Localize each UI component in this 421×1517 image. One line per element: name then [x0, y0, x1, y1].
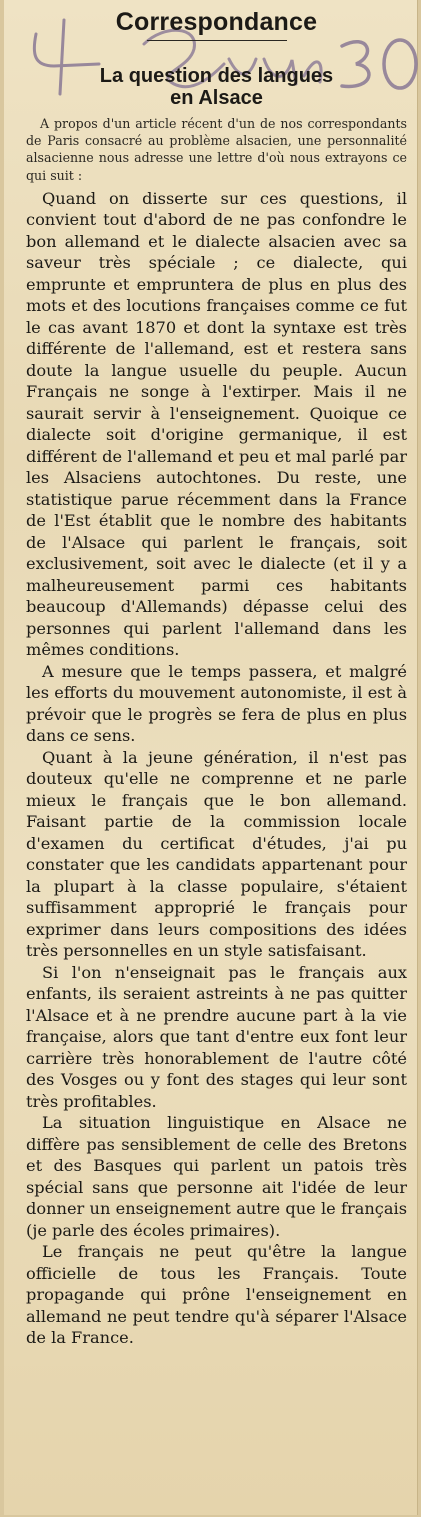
article-paragraph: La situation linguistique en Alsace ne diffère pas sensiblement de celle des Bretons et des Basques qui parlent un patois très spécial sans que personne ait l'idée de leur donner un enseignement autre que le français (je parle des écoles primaires).	[26, 1113, 407, 1240]
article-headline	[26, 65, 407, 109]
headline-line-1: La question des langues	[99, 65, 334, 87]
article-paragraph: Quand on disserte sur ces questions, il convient tout d'abord de ne pas confondre le bon allemand et le dialecte alsacien avec sa saveur très spéciale ; ce dialecte, qui emprunte et empruntera de plus en plus des mots et des locutions françaises comme ce fut le cas avant 1870 et dont la syntaxe est très différente de l'allemand, est et restera sans doute la langue usuelle du peuple. Aucun Français ne songe à l'extirper. Mais il ne saurait servir à l'enseignement. Quoique ce dialecte soit d'origine germanique, il est différent de l'allemand et peu et mal parlé par les Alsaciens autochtones. Du reste, une statistique parue récemment dans la France de l'Est établit que le nombre des habitants de l'Alsace qui parlent le français, soit exclusivement, soit avec le dialecte (et il y a malheureusement parmi ces habitants beaucoup d'Allemands) dépasse celui des personnes qui parlent l'allemand dans les mêmes conditions.	[26, 188, 407, 660]
article-paragraph: A mesure que le temps passera, et malgré les efforts du mouvement autonomiste, il est à prévoir que le progrès se fera de plus en plus dans ce sens.	[26, 661, 407, 746]
article-paragraph: Quant à la jeune génération, il n'est pas douteux qu'elle ne comprenne et ne parle mieux le français que le bon allemand. Faisant partie de la commission locale d'examen du certificat d'études, j'ai pu constater que les candidats appartenant pour la plupart à la classe populaire, s'étaient suffisamment approprié le français pour exprimer dans leurs compositions des idées très personnelles en un style satisfaisant.	[26, 747, 407, 961]
section-title: Correspondance	[115, 8, 318, 36]
article-paragraph: Le français ne peut qu'être la langue officielle de tous les Français. Toute propagande qui prône l'enseignement en allemand ne peut tendre qu'à séparer l'Alsace de la France.	[26, 1242, 407, 1348]
article-paragraph: Si l'on n'enseignait pas le français aux enfants, ils seraient astreints à ne pas quitter l'Alsace et à ne prendre aucune part à la vie française, alors que tant d'entre eux font leur carrière très honorablement de l'autre côté des Vosges ou y font des stages qui leur sont très profitables.	[26, 962, 407, 1111]
newspaper-clipping	[4, 0, 418, 1515]
article-intro: A propos d'un article récent d'un de nos correspondants de Paris consacré au problème alsacien, une personnalité alsacienne nous adresse une lettre d'où nous extrayons ce qui suit :	[26, 116, 407, 183]
title-divider	[147, 40, 287, 41]
headline-line-2: en Alsace	[170, 87, 263, 109]
